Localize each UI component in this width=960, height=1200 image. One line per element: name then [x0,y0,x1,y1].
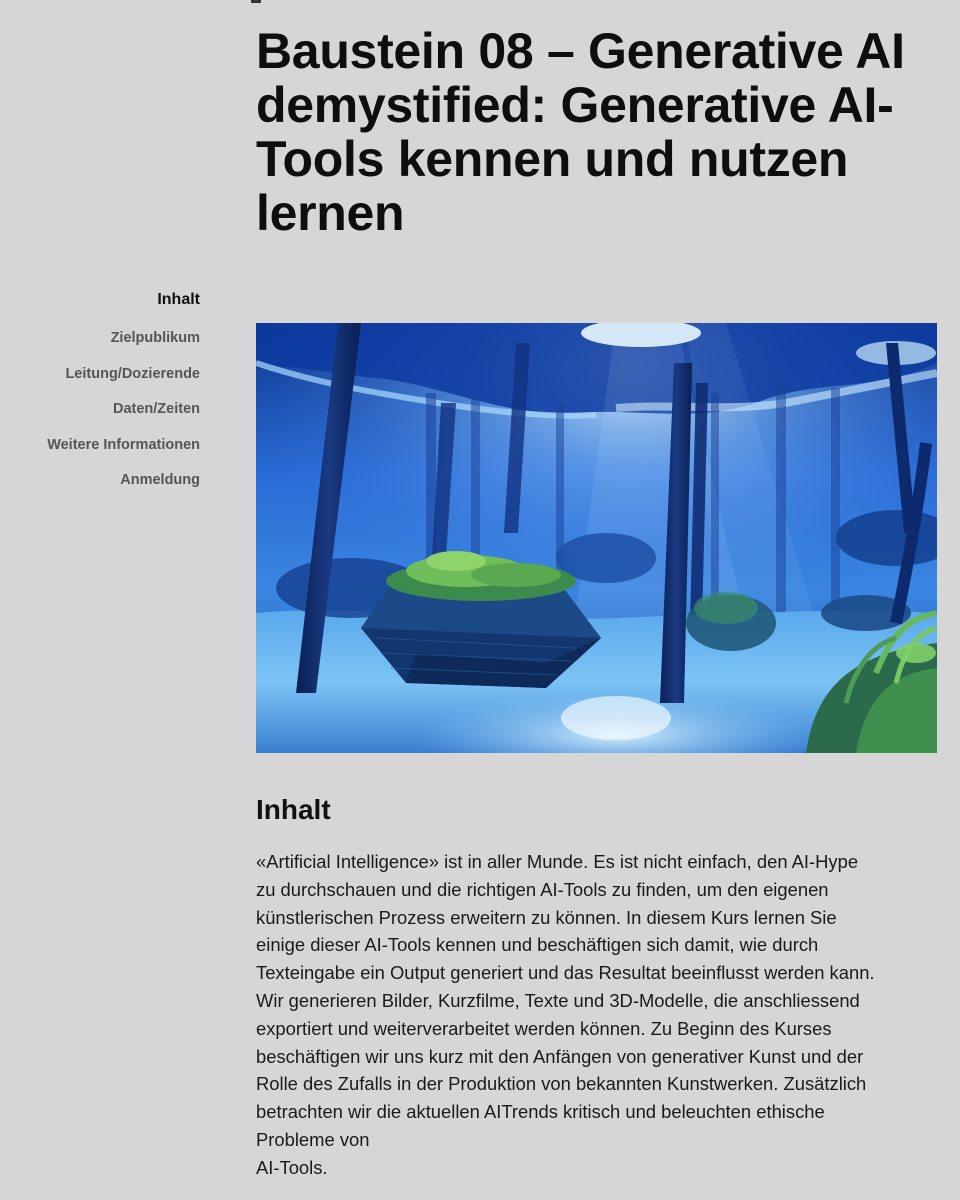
description-line: «Artificial Intelligence» ist in aller Munde. Es ist nicht einfach, den AI-Hype [256,851,859,872]
course-description [256,848,946,1182]
nav-item-anmeldung[interactable]: Anmeldung [120,472,200,489]
page-title: Baustein 08 – Generative AI demystified: Generative AI-Tools kennen und nutzen lernen [256,23,905,241]
description-line: zu durchschauen und die richtigen AI-Tools zu finden, um den eigenen [256,878,829,900]
nav-item-inhalt[interactable]: Inhalt [157,291,200,308]
nav-item-daten-zeiten[interactable]: Daten/Zeiten [112,401,200,418]
description-line: künstlerischen Prozess erweitern zu können. In diesem Kurs lernen Sie [256,906,837,928]
description-line: Texteingabe ein Output generiert und das Resultat beeinflusst werden kann. [256,962,875,984]
nav-item-leitung-dozierende[interactable]: Leitung/Dozierende [65,365,200,382]
description-line: Wir generieren Bilder, Kurzfilme, Texte und 3D-Modelle, die anschliessend [256,989,860,1011]
description-line: beschäftigen wir uns kurz mit den Anfängen von generativer Kunst und der [256,1045,864,1067]
side-nav [0,289,200,505]
description-line: einige dieser AI-Tools kennen und beschäftigen sich damit, wie durch [256,934,819,956]
description-line: AI-Tools. [256,1156,328,1178]
description-line: exportiert und weiterverarbeitet werden können. Zu Beginn des Kurses [256,1017,832,1039]
section-heading-inhalt: Inhalt [256,794,331,825]
description-line: Rolle des Zufalls in der Produktion von bekannten Kunstwerken. Zusätzlich [256,1073,867,1095]
top-edge-mark [251,0,261,3]
description-line: Probleme von [256,1128,370,1150]
description-line: betrachten wir die aktuellen AITrends kritisch und beleuchten ethische [256,1101,825,1123]
underwater-scene-illustration [256,323,937,753]
hero-image [256,323,937,753]
nav-item-zielpublikum[interactable]: Zielpublikum [110,330,200,346]
nav-item-weitere-informationen[interactable]: Weitere Informationen [47,436,200,453]
